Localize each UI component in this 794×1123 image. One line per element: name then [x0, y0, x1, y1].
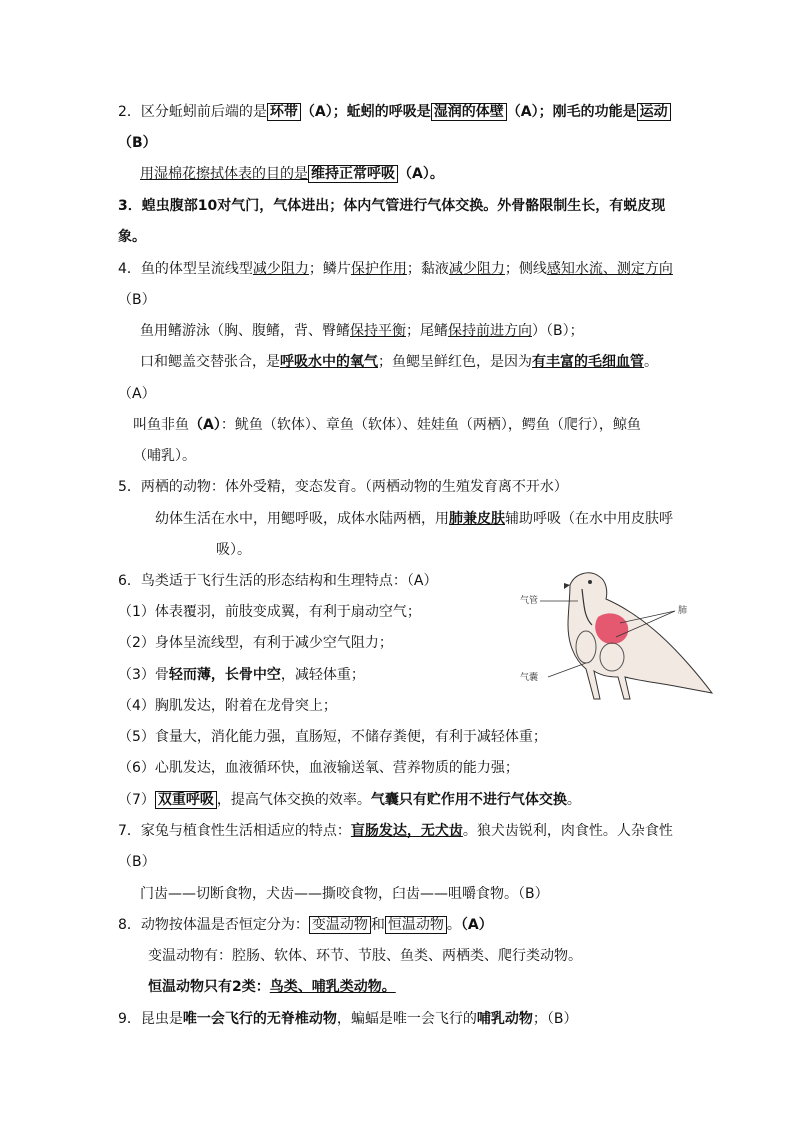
bird-beak: [564, 583, 570, 589]
line-amphibian-resp: 幼体生活在水中，用鳃呼吸，成体水陆两栖，用肺兼皮肤辅助呼吸（在水中用皮肤呼: [155, 511, 673, 527]
line-fish-gills-cont: （A）: [118, 386, 156, 402]
line-fish-shape-cont: （B）: [118, 292, 156, 308]
line-amphibian-resp-cont: 吸）。: [216, 542, 251, 558]
line-insect-bat: 9．昆虫是唯一会飞行的无脊椎动物，蝙蝠是唯一会飞行的哺乳动物；（B）: [118, 1011, 578, 1027]
line-warm-blooded: 恒温动物只有2类：鸟类、哺乳类动物。: [148, 979, 396, 995]
line-rabbit-teeth: 门齿——切断食物，犬齿——撕咬食物，臼齿——咀嚼食物。（B）: [140, 886, 549, 902]
line-not-fish: 叫鱼非鱼（A）：鱿鱼（软体）、章鱼（软体）、娃娃鱼（两栖），鳄鱼（爬行），鲸鱼: [133, 417, 641, 433]
line-bird-6: （6）心肌发达，血液循环快，血液输送氧、营养物质的能力强；: [118, 760, 519, 776]
line-earthworm-cont: （B）: [118, 135, 157, 151]
line-bird-7: （7） 双重呼吸 ，提高气体交换的效率。气囊只有贮作用不进行气体交换。: [118, 792, 581, 808]
air-sac-pointer: [548, 663, 586, 677]
line-locust: 3．蝗虫腹部10对气门，气体进出；体内气管进行气体交换。外骨骼限制生长，有蜕皮现: [118, 198, 666, 214]
bird-eye: [588, 580, 592, 584]
label-air-sac: 气囊: [520, 673, 539, 683]
line-fish-fins: 鱼用鳍游泳（胸、腹鳍，背、臀鳍保持平衡；尾鳍保持前进方向）（B）；: [140, 323, 584, 339]
line-earthworm-cotton: 用湿棉花擦拭体表的目的是 维持正常呼吸 （A）。: [140, 166, 444, 182]
line-fish-shape: 4．鱼的体型呈流线型减少阻力；鳞片保护作用；黏液减少阻力；侧线感知水流、测定方向: [118, 261, 673, 277]
line-fish-gills: 口和鳃盖交替张合，是呼吸水中的氧气；鱼鳃呈鲜红色，是因为有丰富的毛细血管。: [140, 354, 658, 370]
line-locust-cont: 象。: [118, 229, 146, 245]
line-not-fish-cont: （哺乳）。: [133, 448, 196, 464]
line-bird-1: （1）体表覆羽，前肢变成翼，有利于扇动空气；: [118, 604, 421, 620]
line-earthworm: 2．区分蚯蚓前后端的是 环带 （A）；蚯蚓的呼吸是 湿润的体壁 （A）；刚毛的功能是 运动: [118, 102, 671, 122]
label-trachea: 气管: [520, 596, 539, 606]
line-rabbit: 7．家兔与植食性生活相适应的特点：盲肠发达，无犬齿。狼犬齿锐利，肉食性。人杂食性: [118, 823, 673, 839]
line-body-temp: 8．动物按体温是否恒定分为： 变温动物 和 恒温动物 。（A）: [118, 917, 493, 933]
label-lung: 肺: [678, 606, 688, 616]
line-amphibian: 5．两栖的动物：体外受精，变态发育。（两栖动物的生殖发育离不开水）: [118, 479, 568, 495]
line-bird-4: （4）胸肌发达，附着在龙骨突上；: [118, 698, 337, 714]
line-bird-2: （2）身体呈流线型，有利于减少空气阻力；: [118, 635, 393, 651]
bird-respiratory-figure: [520, 565, 720, 715]
line-bird-title: 6．鸟类适于飞行生活的形态结构和生理特点：（A）: [118, 573, 438, 589]
bird-body-outline: [568, 573, 712, 699]
line-cold-blooded: 变温动物有：腔肠、软体、环节、节肢、鱼类、两栖类、爬行类动物。: [148, 948, 582, 964]
line-rabbit-cont: （B）: [118, 854, 156, 870]
line-bird-5: （5）食量大，消化能力强，直肠短，不储存粪便，有利于减轻体重；: [118, 729, 547, 745]
line-bird-3: （3）骨轻而薄，长骨中空，减轻体重；: [118, 667, 365, 683]
